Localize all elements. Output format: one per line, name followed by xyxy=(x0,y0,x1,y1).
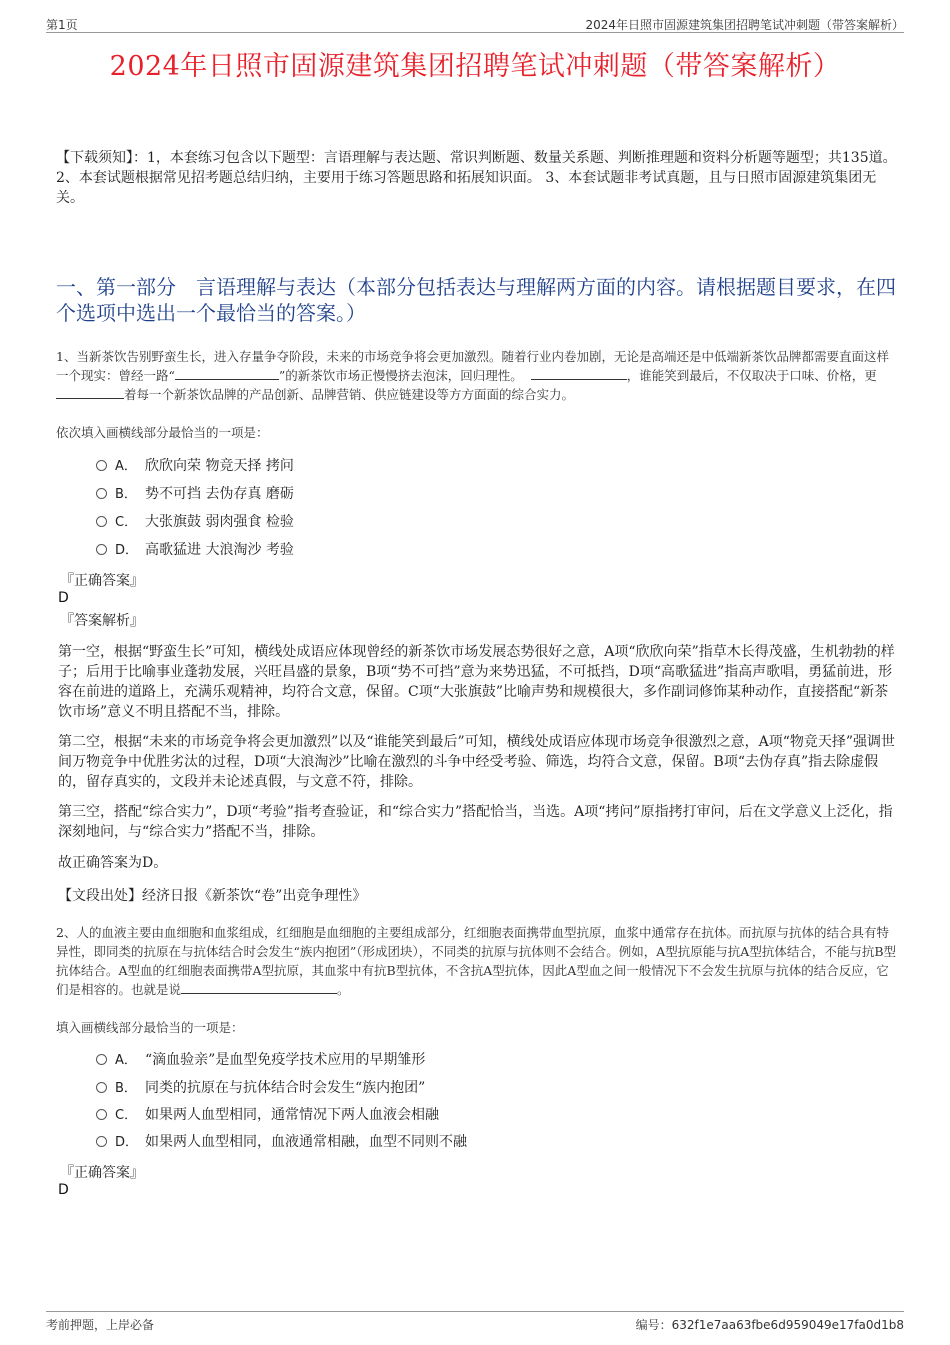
question-2-option-a[interactable]: A． “滴血验亲”是血型免疫学技术应用的早期雏形 xyxy=(96,1050,425,1070)
radio-icon[interactable] xyxy=(96,516,107,527)
analysis-conclusion: 故正确答案为D。 xyxy=(58,855,168,871)
question-2-option-d[interactable]: D． 如果两人血型相同，血液通常相融，血型不同则不融 xyxy=(96,1132,467,1152)
question-2-option-b[interactable]: B． 同类的抗原在与抗体结合时会发生“族内抱团” xyxy=(96,1078,425,1098)
analysis-paragraph: 第三空，搭配“综合实力”，D项“考验”指考查验证，和“综合实力”搭配恰当，当选。A项“拷问”原指拷打审问，后在文学意义上泛化，指深刻地问，与“综合实力”搭配不当，排除。 xyxy=(58,804,893,840)
radio-icon[interactable] xyxy=(96,460,107,471)
question-1-answer: D xyxy=(58,590,69,606)
radio-icon[interactable] xyxy=(96,544,107,555)
page-number: 第1页 xyxy=(46,18,78,32)
question-2-option-c[interactable]: C． 如果两人血型相同，通常情况下两人血液会相融 xyxy=(96,1105,439,1125)
section-title: 一、第一部分 言语理解与表达（本部分包括表达与理解两方面的内容。请根据题目要求，在四个选项中选出一个最恰当的答案。） xyxy=(56,275,896,325)
answer-blank xyxy=(181,981,337,994)
question-1-option-a[interactable]: A． 欣欣向荣 物竞天择 拷问 xyxy=(96,456,294,476)
radio-icon[interactable] xyxy=(96,1082,107,1093)
radio-icon[interactable] xyxy=(96,1054,107,1065)
analysis-paragraph: 第二空，根据“未来的市场竞争将会更加激烈”以及“谁能笑到最后”可知，横线处成语应体现市场竞争很激烈之意，A项“物竞天择”强调世间万物竞争中优胜劣汰的过程，D项“大浪淘沙”比喻在激烈的斗争中经受考验、筛选，均符合文意，保留。B项“去伪存真”指去除虚假的，留存真实的，文段并未论述真假，与文意不符，排除。 xyxy=(58,734,896,790)
document-title: 2024年日照市固源建筑集团招聘笔试冲刺题（带答案解析） xyxy=(109,51,841,82)
question-1-analysis-label: 『答案解析』 xyxy=(60,613,144,629)
answer-blank xyxy=(175,367,279,380)
footer-slogan: 考前押题，上岸必备 xyxy=(46,1318,155,1332)
answer-blank xyxy=(56,386,124,399)
radio-icon[interactable] xyxy=(96,1136,107,1147)
question-1-prompt: 依次填入画横线部分最恰当的一项是： xyxy=(56,425,269,440)
question-2-prompt: 填入画横线部分最恰当的一项是： xyxy=(56,1020,244,1035)
question-1-answer-label: 『正确答案』 xyxy=(60,573,144,589)
question-1-option-b[interactable]: B． 势不可挡 去伪存真 磨砺 xyxy=(96,484,294,504)
question-2-text: 2、人的血液主要由血细胞和血浆组成，红细胞是血细胞的主要组成部分，红细胞表面携带血型抗原，血浆中通常存在抗体。而抗原与抗体的结合具有特异性，即同类的抗原在与抗体结合时会发生“族内抱团”（形成团块），不同类的抗原与抗体则不会结合。例如，A型抗原能与抗A型抗体结合，不能与抗B型抗体结合。A型血的红细胞表面携带A型抗原，其血浆中有抗B型抗体，不含抗A型抗体，因此A型血之间一般情况下不会发生抗原与抗体的结合反应，它们是相容的。也就是说 。 xyxy=(56,925,897,997)
answer-blank xyxy=(531,367,627,380)
page-header xyxy=(46,14,904,33)
question-1-option-d[interactable]: D． 高歌猛进 大浪淘沙 考验 xyxy=(96,540,294,560)
question-2-answer-label: 『正确答案』 xyxy=(60,1165,144,1181)
download-notice: 【下载须知】：1，本套练习包含以下题型：言语理解与表达题、常识判断题、数量关系题、判断推理题和资料分析题等题型；共135道。 2、本套试题根据常见招考题总结归纳，主要用于练习答题思路和拓展知识面。 3、本套试题非考试真题，且与日照市固源建筑集团无关。 xyxy=(56,150,897,206)
text-source: 【文段出处】经济日报《新茶饮“卷”出竞争理性》 xyxy=(58,888,367,904)
page-footer xyxy=(46,1311,904,1332)
header-doc-title: 2024年日照市固源建筑集团招聘笔试冲刺题（带答案解析） xyxy=(585,18,904,32)
question-1-text: 1、当新茶饮告别野蛮生长，进入存量争夺阶段，未来的市场竞争将会更加激烈。随着行业内卷加剧，无论是高端还是中低端新茶饮品牌都需要直面这样一个现实：曾经一路“ ”的新茶饮市场正慢慢挤去泡沫，回归理性。 ，谁能笑到最后，不仅取决于口味、价格，更着每一个新茶饮品牌的产品创新、品牌营销、供应链建设等方方面面的综合实力。 xyxy=(56,349,889,402)
question-2-answer: D xyxy=(58,1182,69,1198)
analysis-paragraph: 第一空，根据“野蛮生长”可知，横线处成语应体现曾经的新茶饮市场发展态势很好之意，A项“欣欣向荣”指草木长得茂盛，生机勃勃的样子；后用于比喻事业蓬勃发展，兴旺昌盛的景象，B项“势不可挡”意为来势迅猛，不可抵挡，D项“高歌猛进”指高声歌唱，勇猛前进，形容在前进的道路上，充满乐观精神，均符合文意，保留。C项“大张旗鼓”比喻声势和规模很大，多作副词修饰某种动作，直接搭配“新茶饮市场”意义不明且搭配不当，排除。 xyxy=(58,644,895,720)
radio-icon[interactable] xyxy=(96,488,107,499)
footer-code: 编号：632f1e7aa63fbe6d959049e17fa0d1b8 xyxy=(635,1318,904,1332)
radio-icon[interactable] xyxy=(96,1109,107,1120)
question-1-option-c[interactable]: C． 大张旗鼓 弱肉强食 检验 xyxy=(96,512,294,532)
